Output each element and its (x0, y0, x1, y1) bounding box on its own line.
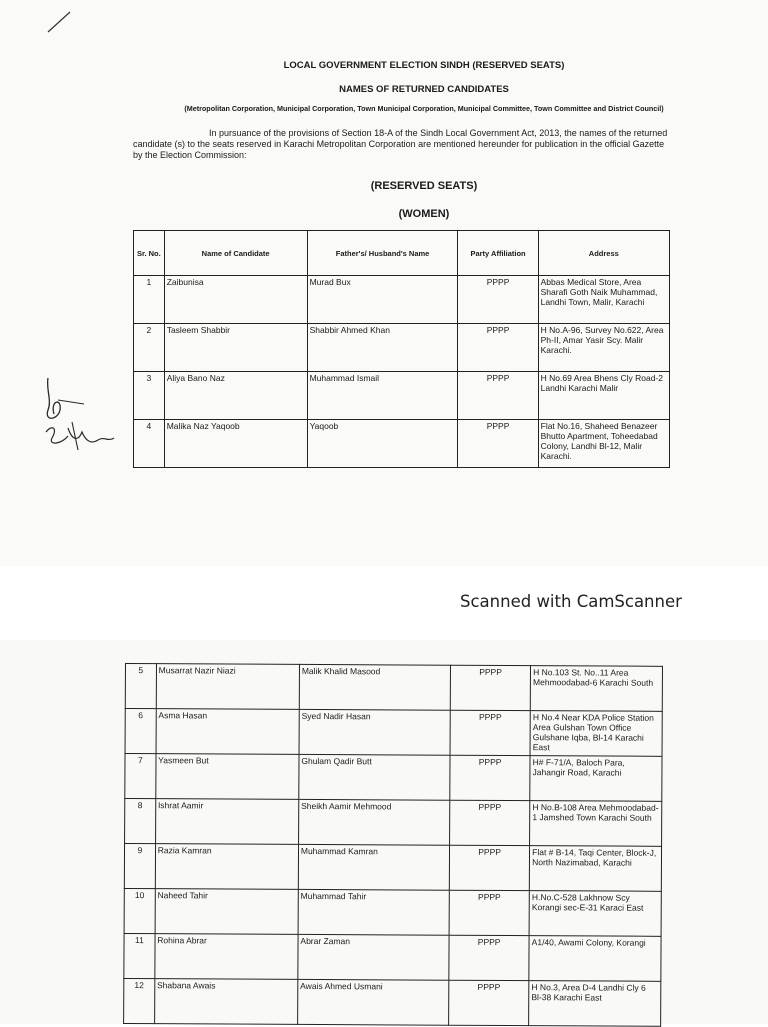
table-row (124, 978, 661, 1026)
cell-sr: 6 (125, 709, 156, 754)
category-heading: (WOMEN) (398, 208, 450, 220)
cell-father: Awais Ahmed Usmani (297, 979, 448, 1025)
cell-party: PPPP (449, 935, 529, 980)
cell-address: H# F-71/A, Baloch Para, Jahangir Road, Karachi (530, 756, 662, 802)
cell-father: Ghulam Qadir Butt (299, 754, 450, 800)
cell-name: Yasmeen But (155, 754, 298, 800)
cell-father: Murad Bux (307, 276, 458, 324)
cell-party: PPPP (450, 800, 530, 845)
cell-party: PPPP (449, 845, 529, 890)
cell-party: PPPP (458, 372, 538, 420)
table-row (125, 709, 662, 757)
column-header-name: Name of Candidate (164, 231, 307, 276)
cell-address: H No.A-96, Survey No.622, Area Ph-II, Amar Yasir Scy. Malir Karachi. (538, 324, 669, 372)
pen-tick-mark (0, 0, 80, 40)
cell-father: Shabbir Ahmed Khan (307, 324, 458, 372)
cell-address: Flat No.16, Shaheed Benazeer Bhutto Apartment, Toheedabad Colony, Landhi Bl-12, Malir Karachi. (538, 420, 669, 468)
cell-name: Zaibunisa (164, 276, 307, 324)
cell-party: PPPP (458, 420, 538, 468)
handwritten-signature (38, 370, 128, 470)
cell-address: H No.103 St. No..11 Area Mehmoodabad-6 Karachi South (530, 666, 662, 712)
cell-name: Razia Kamran (155, 844, 298, 890)
table-row (125, 754, 662, 802)
cell-party: PPPP (449, 980, 529, 1025)
cell-sr: 1 (134, 276, 165, 324)
cell-address: H.No.C-528 Lakhnow Scy Korangi sec-E-31 Karaci East (529, 891, 661, 937)
cell-name: Shabana Awais (154, 979, 297, 1025)
cell-party: PPPP (450, 710, 530, 755)
table-header-row (134, 231, 670, 276)
intro-paragraph: In pursuance of the provisions of Section 18-A of the Sindh Local Government Act, 2013, the names of the returned candidate (s) to the seats reserved in Karachi Metropolitan Corporation are mentioned hereunder for publication in the official Gazette by the Election Commission: (133, 128, 668, 160)
column-header-address: Address (538, 231, 669, 276)
cell-address: Flat # B-14, Taqi Center, Block-J, North Nazimabad, Karachi (529, 846, 661, 892)
cell-party: PPPP (450, 665, 530, 710)
cell-sr: 9 (124, 844, 155, 889)
cell-sr: 4 (134, 420, 165, 468)
cell-party: PPPP (458, 324, 538, 372)
cell-sr: 11 (124, 933, 155, 978)
cell-name: Aliya Bano Naz (164, 372, 307, 420)
document-subtitle: NAMES OF RETURNED CANDIDATES (339, 84, 509, 95)
cell-party: PPPP (450, 755, 530, 800)
cell-name: Rohina Abrar (155, 934, 298, 980)
column-header-father: Father's/ Husband's Name (307, 231, 458, 276)
cell-address: H No.3, Area D-4 Landhi Cly 6 Bl-38 Karachi East (529, 981, 661, 1027)
cell-name: Malika Naz Yaqoob (164, 420, 307, 468)
cell-name: Ishrat Aamir (155, 799, 298, 845)
cell-address: H No.B-108 Area Mehmoodabad-1 Jamshed Town Karachi South (530, 801, 662, 847)
cell-address: Abbas Medical Store, Area Sharafi Goth Naik Muhammad, Landhi Town, Malir, Karachi (538, 276, 669, 324)
table-row (134, 420, 670, 468)
cell-sr: 3 (134, 372, 165, 420)
cell-father: Yaqoob (307, 420, 458, 468)
cell-father: Muhammad Kamran (298, 844, 449, 890)
camscanner-watermark: Scanned with CamScanner (460, 592, 682, 611)
document-title: LOCAL GOVERNMENT ELECTION SINDH (RESERVED SEATS) (283, 60, 565, 71)
table-row (125, 664, 662, 712)
cell-name: Musarrat Nazir Niazi (156, 664, 299, 710)
cell-sr: 2 (134, 324, 165, 372)
cell-sr: 8 (125, 799, 156, 844)
table-row (125, 799, 662, 847)
cell-address: A1/40, Awami Colony, Korangi (529, 936, 661, 982)
cell-sr: 10 (124, 888, 155, 933)
cell-party: PPPP (449, 890, 529, 935)
candidates-table-page-1 (133, 230, 670, 468)
cell-address: H No.4 Near KDA Police Station Area Gulshan Town Office Gulshane Iqba, Bl-14 Karachi East (530, 711, 662, 757)
table-row (124, 933, 661, 981)
cell-address: H No.69 Area Bhens Cly Road-2 Landhi Karachi Malir (538, 372, 669, 420)
cell-father: Muhammad Ismail (307, 372, 458, 420)
candidates-table-page-2 (123, 663, 663, 1027)
cell-sr: 12 (124, 978, 155, 1023)
column-header-sr: Sr. No. (134, 231, 165, 276)
bodies-list: (Metropolitan Corporation, Municipal Corporation, Town Municipal Corporation, Municipal Committee, Town Committee and District Council) (184, 104, 664, 113)
cell-sr: 5 (125, 664, 156, 709)
cell-name: Asma Hasan (156, 709, 299, 755)
table-row (124, 888, 661, 936)
cell-father: Malik Khalid Masood (299, 664, 450, 710)
cell-father: Abrar Zaman (298, 934, 449, 980)
cell-father: Muhammad Tahir (298, 889, 449, 935)
table-row (134, 276, 670, 324)
table-row (124, 844, 661, 892)
reserved-seats-heading: (RESERVED SEATS) (370, 180, 478, 192)
cell-father: Syed Nadir Hasan (299, 709, 450, 755)
table-row (134, 324, 670, 372)
cell-party: PPPP (458, 276, 538, 324)
cell-sr: 7 (125, 754, 156, 799)
column-header-party: Party Affiliation (458, 231, 538, 276)
cell-name: Tasleem Shabbir (164, 324, 307, 372)
cell-father: Sheikh Aamir Mehmood (298, 799, 449, 845)
table-row (134, 372, 670, 420)
cell-name: Naheed Tahir (155, 889, 298, 935)
